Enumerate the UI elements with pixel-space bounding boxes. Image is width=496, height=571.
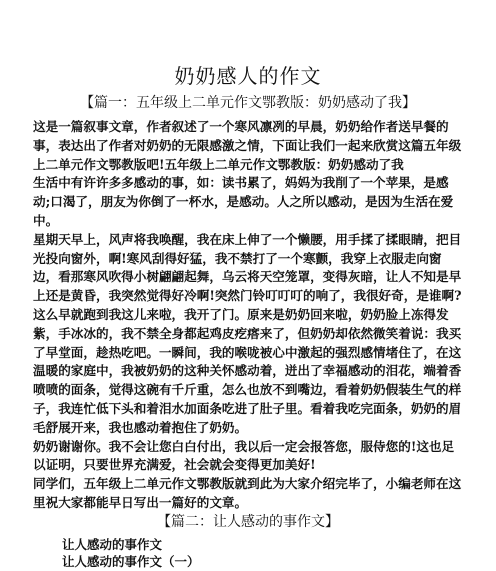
- paragraph-intro: 这是一篇叙事文章，作者叙述了一个寒风凛冽的早晨，奶奶给作者送早餐的事，表达出了作者对奶奶的无限感激之情，下面让我们一起来欣赏这篇五年级上二单元作文鄂教版吧!五年级上二单元作文鄂教版：奶奶感动了我: [33, 119, 462, 172]
- section-heading-1: 【篇一：五年级上二单元作文鄂教版：奶奶感动了我】: [80, 95, 416, 111]
- article-body: [33, 118, 463, 513]
- subheading-1: 让人感动的事作文: [62, 537, 163, 552]
- paragraph-closing: 同学们，五年级上二单元作文鄂教版就到此为大家介绍完毕了，小编老师在这里祝大家都能早日写出一篇好的文章。: [33, 476, 462, 510]
- paragraph-story: 星期天早上，风声将我唤醒，我在床上伸了一个懒腰，用手揉了揉眼睛，把目光投向窗外，啊!寒风刮得好猛，我不禁打了一个寒颤，我穿上衣服走向窗边，看那寒风吹得小树翩翩起舞，乌云将天空笼罩，变得灰暗，让人不知是早上还是黄昏，我突然觉得好冷啊!突然门铃叮叮叮的响了，我很好奇，是谁啊?这么早就跑到我这儿来啦，我开了门。原来是奶奶回来啦，奶奶脸上冻得发紫，手冰冰的，我不禁全身都起鸡皮疙瘩来了，但奶奶却依然微笑着说：我买了早堂面，趁热吃吧。一瞬间，我的喉咙被心中激起的强烈感情堵住了，在这温暖的家庭中，我被奶奶的这种关怀感动着，迸出了幸福感动的泪花，端着香喷喷的面条，觉得这碗有千斤重，怎么也放不到嘴边，看着奶奶假装生气的样子，我连忙低下头和着泪水加面条吃进了肚子里。看着我吃完面条，奶奶的眉毛舒展开来，我也感动着抱住了奶奶。: [33, 231, 462, 435]
- section-heading-2: 【篇二：让人感动的事作文】: [157, 514, 339, 530]
- subheading-2: 让人感动的事作文（一）: [62, 554, 200, 569]
- paragraph-life: 生活中有许许多多感动的事，如：读书累了，妈妈为我削了一个苹果，是感动;口渴了，朋友为你倒了一杯水，是感动。人之所以感动，是因为生活在爱中。: [33, 175, 454, 228]
- paragraph-thanks: 奶奶谢谢你。我不会让您白白付出，我以后一定会报答您，服侍您的!这也足以证明，只要世界充满爱，社会就会变得更加美好!: [33, 438, 455, 473]
- document-title: 奶奶感人的作文: [174, 64, 322, 88]
